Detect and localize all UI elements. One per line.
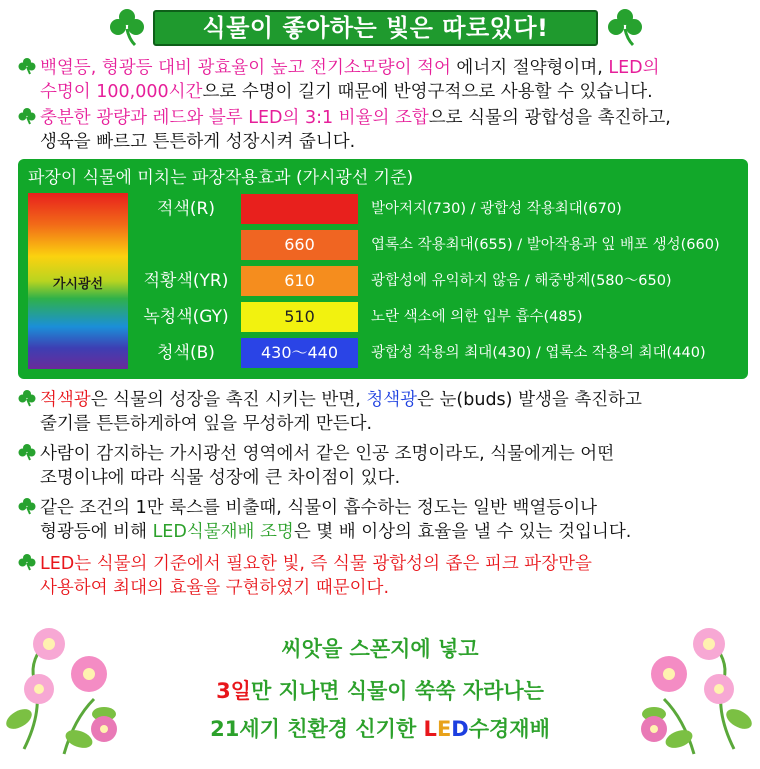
- morning-glory-flower-icon: [624, 619, 754, 759]
- highlight-text: 청색광: [366, 390, 418, 410]
- clover-bullet-icon: [18, 443, 38, 461]
- note-2: [18, 442, 748, 490]
- color-swatch: [241, 194, 358, 224]
- note-3: [18, 496, 748, 544]
- spectrum-label: 가시광선: [52, 277, 104, 292]
- wavelength-row-green-yellow: [18, 301, 748, 333]
- effect-description: 엽록소 작용최대(655) / 발아작용과 잎 배포 생성(660): [371, 237, 720, 253]
- wavelength-panel: [18, 159, 748, 379]
- highlight-text: 백열등, 형광등 대비 광효율이 높고 전기소모량이 적어: [40, 58, 451, 78]
- color-swatch: 510: [241, 302, 358, 332]
- color-name: 적색(R): [157, 199, 215, 219]
- morning-glory-flower-icon: [4, 619, 134, 759]
- body-text: 에너지 절약형이며,: [450, 58, 609, 78]
- led-letter: E: [436, 717, 452, 741]
- color-swatch: 430～440: [241, 338, 358, 368]
- highlight-text: LED식물재배 조명: [152, 522, 294, 542]
- clover-bullet-icon: [18, 553, 38, 571]
- panel-title: 파장이 식물에 미치는 파장작용효과 (가시광선 기준): [28, 168, 414, 188]
- body-text: 은 식물의 성장을 촉진 시키는 반면,: [90, 390, 367, 410]
- intro-paragraph-1: [18, 56, 748, 104]
- wavelength-row-660: [18, 229, 748, 261]
- clover-bullet-icon: [18, 107, 38, 125]
- body-text: 생육을 빠르고 튼튼하게 성장시켜 줍니다.: [40, 132, 356, 152]
- highlight-text: 충분한 광량과 레드와 블루 LED의 3:1 비율의 조합: [40, 108, 429, 128]
- effect-description: 발아저지(730) / 광합성 작용최대(670): [371, 201, 622, 217]
- body-text: 은 눈(buds) 발생을 촉진하고: [417, 390, 642, 410]
- wavelength-row-yellow-red: [18, 265, 748, 297]
- color-swatch: 660: [241, 230, 358, 260]
- highlight-text: 사용하여 최대의 효율을 구현하였기 때문이다.: [40, 578, 390, 598]
- effect-description: 광합성 작용의 최대(430) / 엽록소 작용의 최대(440): [371, 345, 706, 361]
- wavelength-row-red: [18, 193, 748, 225]
- effect-description: 광합성에 유익하지 않음 / 해중방제(580～650): [371, 273, 672, 289]
- color-name: 청색(B): [157, 343, 215, 363]
- note-4: [18, 552, 748, 600]
- effect-description: 노란 색소에 의한 입부 흡수(485): [371, 309, 583, 325]
- highlight-text: LED는 식물의 기준에서 필요한 빛, 즉 식물 광합성의 좁은 피크 파장만을: [40, 554, 592, 574]
- page-title: 식물이 좋아하는 빛은 따로있다!: [153, 10, 598, 46]
- color-swatch: 610: [241, 266, 358, 296]
- clover-bullet-icon: [18, 57, 38, 75]
- slogan-line-3: [140, 714, 620, 744]
- led-letter: L: [423, 717, 437, 741]
- intro-paragraph-2: [18, 106, 748, 154]
- body-text: 줄기를 튼튼하게하여 잎을 무성하게 만든다.: [40, 414, 373, 434]
- highlight-text: 수명이 100,000시간: [40, 82, 203, 102]
- body-text: 으로 식물의 광합성을 촉진하고,: [428, 108, 671, 128]
- clover-bullet-icon: [18, 389, 38, 407]
- slogan-text: 만 지나면 식물이 쑥쑥 자라나는: [250, 679, 544, 703]
- slogan-text: 수경재배: [468, 717, 550, 741]
- note-1: [18, 388, 748, 436]
- body-text: 은 몇 배 이상의 효율을 낼 수 있는 것입니다.: [293, 522, 632, 542]
- slogan-text: 21세기 친환경 신기한: [210, 717, 424, 741]
- highlight-text: LED의: [608, 58, 660, 78]
- body-text: 으로 수명이 길기 때문에 반영구적으로 사용할 수 있습니다.: [202, 82, 653, 102]
- header: [0, 6, 760, 48]
- body-text: 같은 조건의 1만 룩스를 비출때, 식물이 흡수하는 정도는 일반 백열등이나: [40, 498, 598, 518]
- led-letter: D: [451, 717, 469, 741]
- highlight-text: 3일: [216, 679, 251, 703]
- wavelength-row-blue: [18, 337, 748, 369]
- slogan-line-2: [140, 676, 620, 706]
- color-name: 녹청색(GY): [143, 307, 229, 327]
- body-text: 조명이냐에 따라 식물 성장에 큰 차이점이 있다.: [40, 468, 401, 488]
- highlight-text: 적색광: [40, 390, 91, 410]
- body-text: 사람이 감지하는 가시광선 영역에서 같은 인공 조명이라도, 식물에게는 어떤: [40, 444, 615, 464]
- body-text: 형광등에 비해: [40, 522, 153, 542]
- color-name: 적황색(YR): [143, 271, 229, 291]
- slogan-line-1: 씨앗을 스폰지에 넣고: [281, 637, 479, 661]
- clover-icon: [605, 7, 645, 47]
- clover-bullet-icon: [18, 497, 38, 515]
- clover-icon: [107, 7, 147, 47]
